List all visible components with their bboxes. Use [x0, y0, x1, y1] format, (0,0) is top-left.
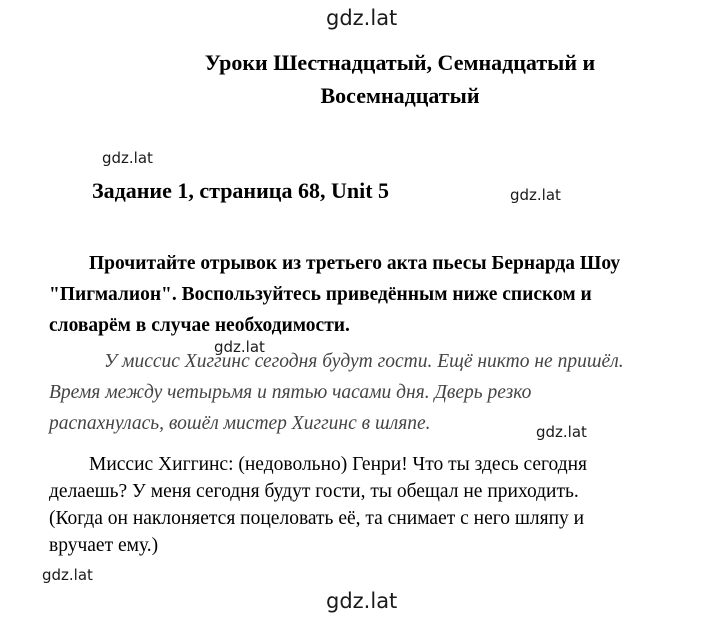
instruction-line: Прочитайте отрывок из третьего акта пьесы Бернарда Шоу	[89, 253, 621, 274]
title-line-1: Уроки Шестнадцатый, Семнадцатый и	[204, 50, 596, 75]
watermark: gdz.lat	[214, 338, 265, 356]
instruction-line: "Пигмалион". Воспользуйтесь приведённым ниже списком и	[49, 284, 592, 305]
watermark-bottom: gdz.lat	[326, 589, 398, 613]
dialogue-line: вручает ему.)	[49, 535, 159, 556]
page-title	[100, 46, 700, 112]
dialogue-line: делаешь? У меня сегодня будут гости, ты обещал не приходить.	[49, 481, 579, 502]
watermark: gdz.lat	[510, 186, 561, 204]
watermark: gdz.lat	[536, 423, 587, 441]
watermark: gdz.lat	[102, 149, 153, 167]
title-line-2: Восемнадцатый	[320, 83, 480, 108]
stage-direction-paragraph	[49, 346, 699, 439]
dialogue-line: (Когда он наклоняется поцеловать её, та снимает с него шляпу и	[49, 508, 585, 529]
stage-direction-line: У миссис Хиггинс сегодня будут гости. Ещё никто не пришёл.	[104, 351, 624, 372]
watermark: gdz.lat	[42, 566, 93, 584]
stage-direction-line: распахнулась, вошёл мистер Хиггинс в шляпе.	[49, 413, 431, 434]
instruction-line: словарём в случае необходимости.	[49, 315, 350, 336]
instruction-paragraph	[49, 248, 699, 341]
watermark-top: gdz.lat	[326, 6, 398, 30]
stage-direction-line: Время между четырьмя и пятью часами дня. Дверь резко	[49, 382, 532, 403]
dialogue-line: Миссис Хиггинс: (недовольно) Генри! Что ты здесь сегодня	[89, 454, 588, 475]
dialogue-paragraph	[49, 451, 699, 559]
task-heading: Задание 1, страница 68, Unit 5	[92, 178, 390, 203]
